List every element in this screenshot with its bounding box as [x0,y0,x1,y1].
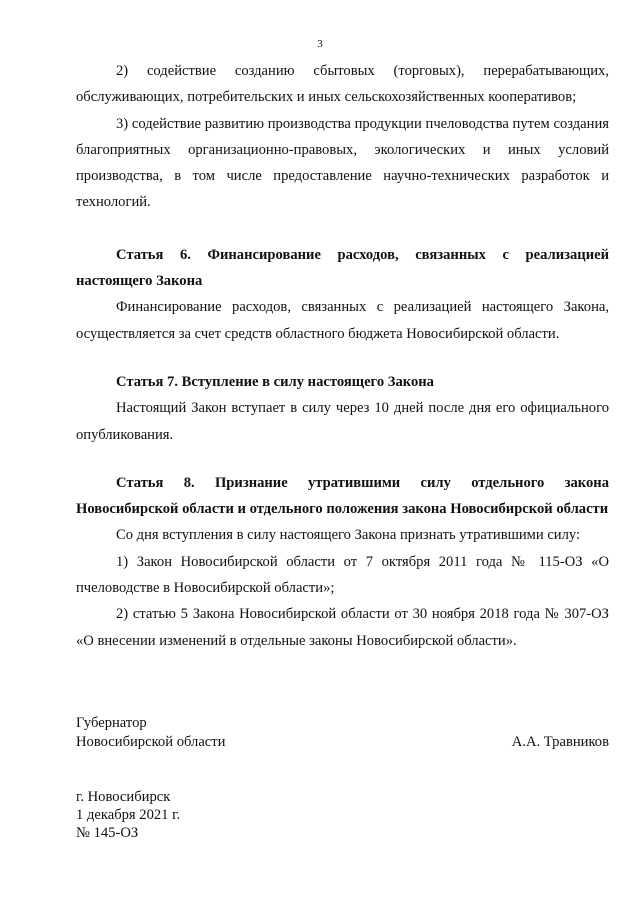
signatory-name: А.А. Травников [511,734,609,750]
article-7-body: Настоящий Закон вступает в силу через 10 дней после дня его официального опубликования. [76,400,609,443]
article-8-intro: Со дня вступления в силу настоящего Закона признать утратившими силу: [116,527,581,544]
article-8-heading: Статья 8. Признание утратившими силу отдельного закона Новосибирской области и отдельного положения закона Новосибирской области [76,474,609,518]
spacer [76,347,609,369]
article-6-heading: Статья 6. Финансирование расходов, связанных с реализацией настоящего Закона [76,246,609,290]
signatory-title-line-2: Новосибирской области [76,734,226,750]
article-6-body: Финансирование расходов, связанных с реализацией настоящего Закона, осуществляется за счет средств областного бюджета Новосибирской области. [76,299,609,342]
footer-city: г. Новосибирск [76,789,171,805]
footer-date: 1 декабря 2021 г. [76,807,181,823]
document-body [76,58,609,654]
paragraph-item-2: 2) содействие созданию сбытовых (торговых), перерабатывающих, обслуживающих, потребительских и иных сельскохозяйственных кооперативов; [76,63,609,106]
article-8-item-2: 2) статью 5 Закона Новосибирской области от 30 ноября 2018 года № 307-ОЗ «О внесении изменений в отдельные законы Новосибирской области». [76,606,609,649]
signatory-title-line-1: Губернатор [76,715,147,731]
footer-number: № 145-ОЗ [76,825,139,841]
article-8-item-1: 1) Закон Новосибирской области от 7 октября 2011 года № 115-ОЗ «О пчеловодстве в Новосибирской области»; [76,553,609,597]
article-7-heading: Статья 7. Вступление в силу настоящего Закона [116,373,434,390]
document-footer [76,788,180,842]
spacer [76,216,609,242]
page-number: 3 [317,38,323,50]
spacer [76,448,609,470]
signature-block [76,714,609,752]
paragraph-item-3: 3) содействие развитию производства продукции пчеловодства путем создания благоприятных организационно-правовых, экологических и иных условий производства, в том числе предоставление научно-технических разработок и технологий. [76,115,609,211]
signature-row [76,733,609,752]
